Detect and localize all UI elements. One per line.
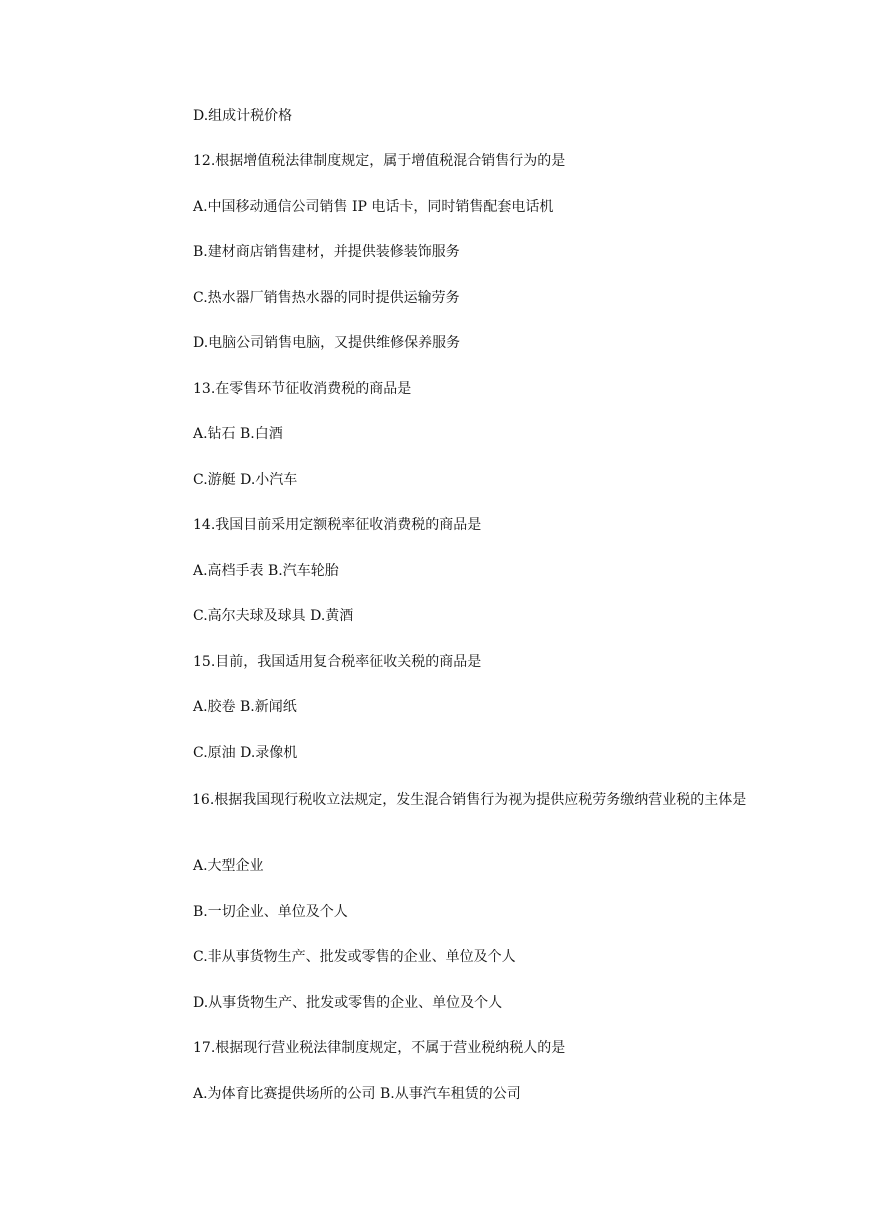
option-b-q12: B.建材商店销售建材，并提供装修装饰服务 — [193, 244, 460, 260]
option-c-q12: C.热水器厂销售热水器的同时提供运输劳务 — [193, 290, 460, 306]
options-ab-q13: A.钻石 B.白酒 — [193, 426, 283, 442]
option-d-q16: D.从事货物生产、批发或零售的企业、单位及个人 — [193, 995, 503, 1011]
question-17: 17.根据现行营业税法律制度规定，不属于营业税纳税人的是 — [193, 1040, 566, 1056]
options-ab-q15: A.胶卷 B.新闻纸 — [193, 699, 297, 715]
option-d-q11: D.组成计税价格 — [193, 108, 293, 124]
options-cd-q14: C.高尔夫球及球具 D.黄酒 — [193, 608, 354, 624]
option-b-q16: B.一切企业、单位及个人 — [193, 904, 348, 920]
option-a-q16: A.大型企业 — [193, 858, 264, 874]
options-ab-q17: A.为体育比赛提供场所的公司 B.从事汽车租赁的公司 — [193, 1086, 521, 1102]
question-15: 15.目前，我国适用复合税率征收关税的商品是 — [193, 654, 482, 670]
question-16: 16.根据我国现行税收立法规定，发生混合销售行为视为提供应税劳务缴纳营业税的主体是 — [192, 792, 747, 808]
question-14: 14.我国目前采用定额税率征收消费税的商品是 — [193, 517, 482, 533]
option-d-q12: D.电脑公司销售电脑，又提供维修保养服务 — [193, 335, 461, 351]
options-cd-q13: C.游艇 D.小汽车 — [193, 472, 298, 488]
question-13: 13.在零售环节征收消费税的商品是 — [193, 381, 412, 397]
option-a-q12: A.中国移动通信公司销售 IP 电话卡，同时销售配套电话机 — [193, 199, 554, 215]
question-12: 12.根据增值税法律制度规定，属于增值税混合销售行为的是 — [193, 153, 566, 169]
options-cd-q15: C.原油 D.录像机 — [193, 745, 298, 761]
option-c-q16: C.非从事货物生产、批发或零售的企业、单位及个人 — [193, 949, 516, 965]
options-ab-q14: A.高档手表 B.汽车轮胎 — [193, 563, 339, 579]
